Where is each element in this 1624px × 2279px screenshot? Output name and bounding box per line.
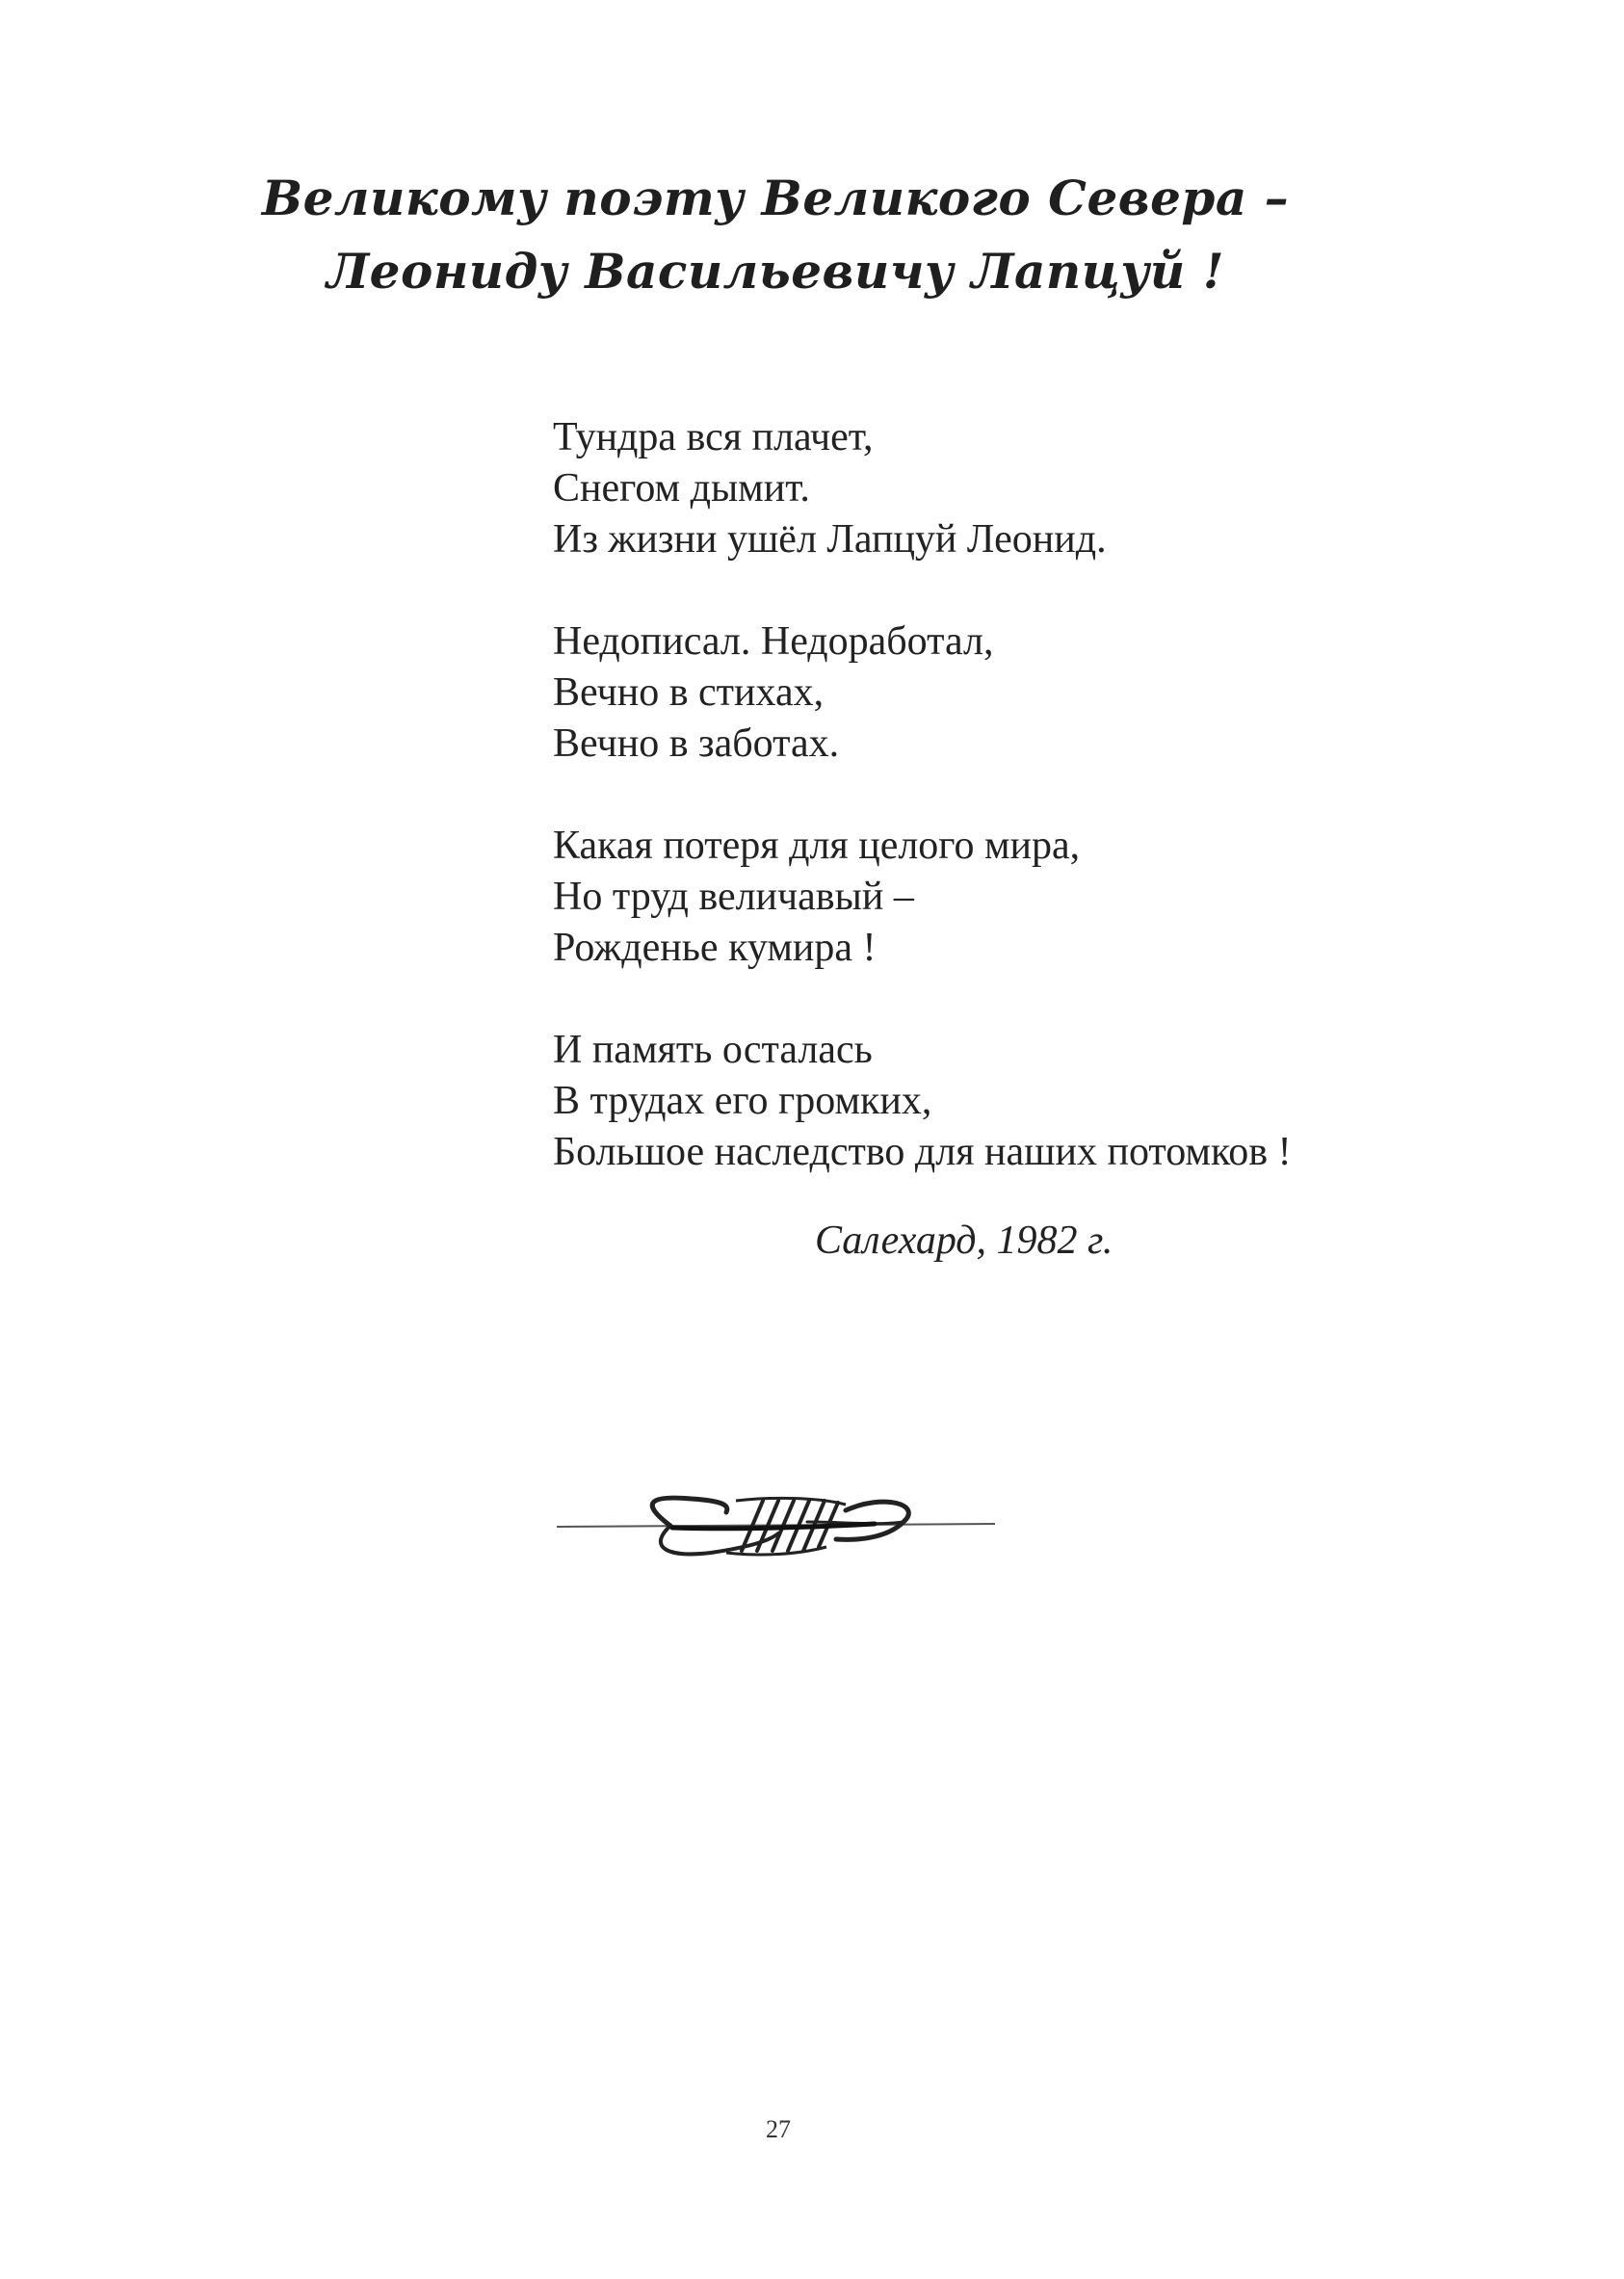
- stanza-4: [553, 1025, 1516, 1178]
- verse-line: Большое наследство для наших потомков !: [553, 1130, 1292, 1174]
- page-number: 27: [766, 2115, 791, 2143]
- stanza-2: [553, 616, 1516, 770]
- title-line-1: Великому поэту Великого Севера –: [261, 170, 1290, 226]
- verse-line: Тундра вся плачет,: [553, 415, 874, 459]
- verse-line: Рожденье кумира !: [553, 926, 877, 970]
- verse-line: Из жизни ушёл Лапцуй Леонид.: [553, 517, 1107, 562]
- stanza-3: [553, 821, 1516, 974]
- verse-line: Вечно в заботах.: [553, 721, 840, 766]
- poem-body: [553, 412, 1516, 1178]
- verse-line: Снегом дымит.: [553, 466, 810, 511]
- verse-line: И память осталась: [553, 1028, 873, 1072]
- place-date-signature: Салехард, 1982 г.: [815, 1218, 1113, 1263]
- verse-line: В трудах его громких,: [553, 1079, 932, 1123]
- verse-line: Недописал. Недоработал,: [553, 619, 994, 664]
- stanza-1: [553, 412, 1516, 565]
- verse-line: Какая потеря для целого мира,: [553, 824, 1081, 868]
- title-line-2: Леониду Васильевичу Лапцуй !: [326, 243, 1225, 300]
- poem-title: [0, 162, 1551, 308]
- flourish-divider-icon: [557, 1483, 1000, 1570]
- verse-line: Но труд величавый –: [553, 875, 914, 919]
- verse-line: Вечно в стихах,: [553, 670, 825, 715]
